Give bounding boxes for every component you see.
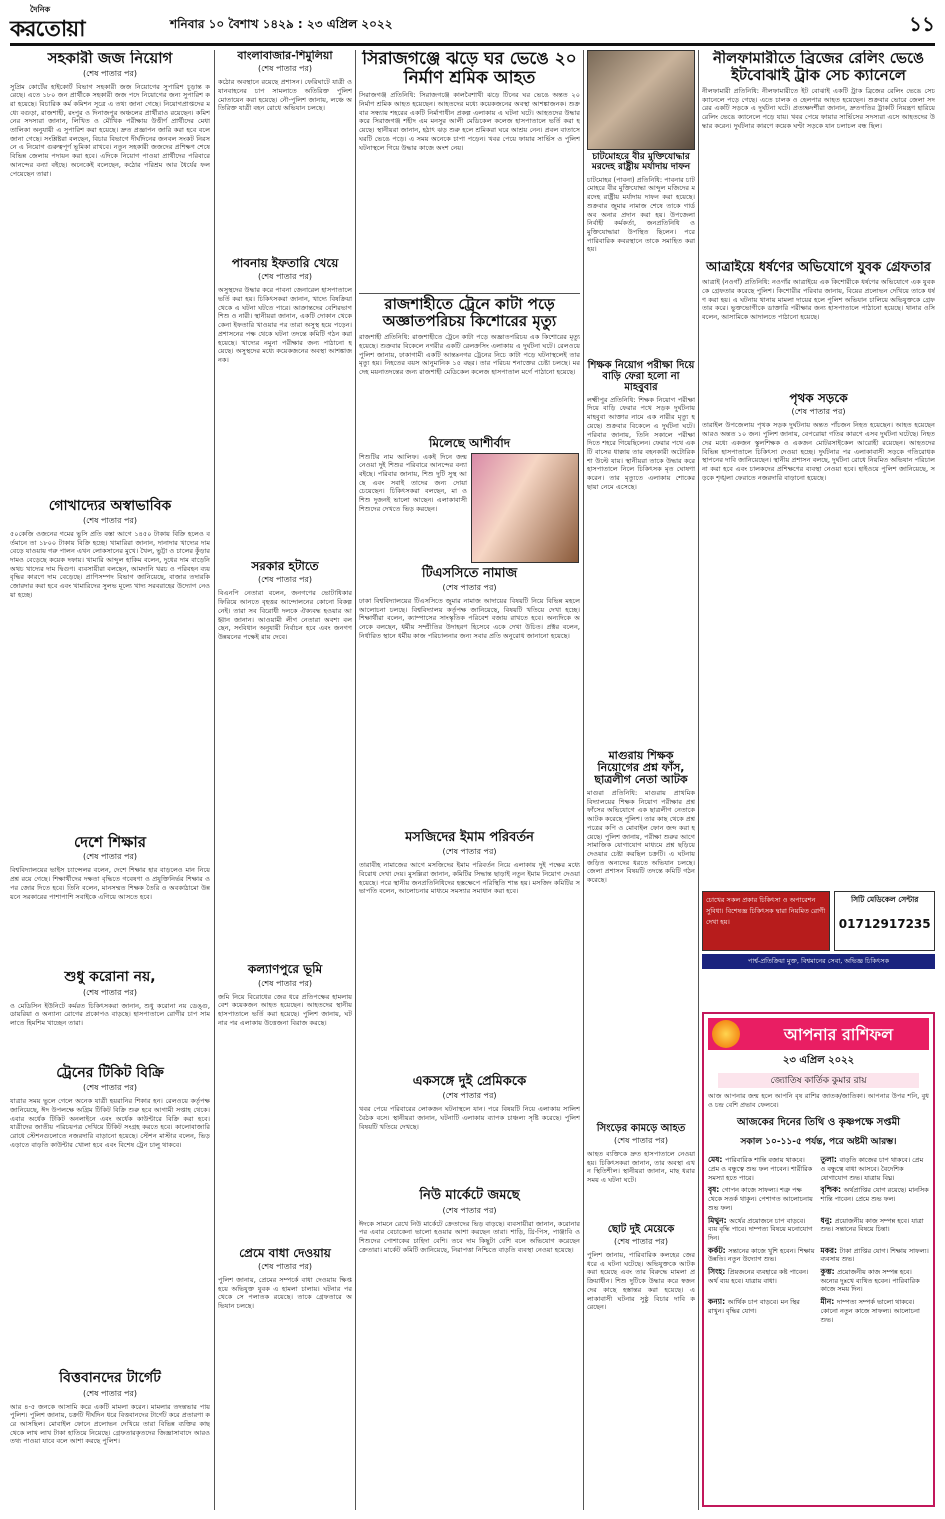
zodiac-sign-name: কন্যা: bbox=[708, 1297, 728, 1307]
article-body: লক্ষ্মীপুর প্রতিনিধি: শিক্ষক নিয়োগ পরীক্ষা দিয়ে বাড়ি ফেরার পথে সড়ক দুর্ঘটনায় মাহবুবা আক্তার নামে এক নারীর মৃত্যু হয়েছে। শুক্রবার বিকেলে এ দুর্ঘটনা ঘটে। পরিবার জানায়, তিনি সকালে পরীক্ষা দিতে শহরে গিয়েছিলেন। ফেরার পথে একটি বাসের ধাক্কায় তার বহনকারী অটোরিকশা উল্টে যায়। স্থানীয়রা তাকে উদ্ধার করে হাসপাতালে নিলে চিকিৎসক মৃত ঘোষণা করেন। তার মৃত্যুতে এলাকায় শোকের ছায়া নেমে এসেছে। bbox=[587, 395, 695, 491]
continuation-note: (শেষ পাতার পর) bbox=[791, 407, 846, 417]
continuation-note: (শেষ পাতার পর) bbox=[257, 1261, 313, 1271]
headline: মাগুরায় শিক্ষক নিয়োগের প্রশ্ন ফাঁস, ছাত্রলীগ নেতা আটক bbox=[594, 748, 688, 786]
continuation-note: (শেষ পাতার পর) bbox=[82, 852, 138, 862]
continuation-note: (শেষ পাতার পর) bbox=[442, 1091, 497, 1101]
headline: পাবনায় ইফতারি খেয়ে bbox=[231, 256, 339, 271]
continuation-note: (শেষ পাতার পর) bbox=[442, 847, 497, 857]
continuation-note: (শেষ পাতার পর) bbox=[82, 68, 138, 78]
headline: গোখাদ্যের অস্বাভাবিক bbox=[48, 497, 172, 514]
masthead bbox=[10, 4, 935, 46]
zodiac-sign-entry bbox=[708, 1185, 817, 1212]
headline: বিত্তবানদের টার্গেট bbox=[59, 1370, 161, 1387]
article-body: বিশ্ববিদ্যালয়ের ভাইস চ্যান্সেলর বলেন, দেশে শিক্ষার হার বাড়লেও মান নিয়ে প্রশ্ন রয়ে গেছে। শিক্ষার্থীদের দক্ষতা বৃদ্ধিতে গবেষণা ও প্রযুক্তিনির্ভর শিক্ষার ওপর জোর দিতে হবে। তিনি বলেন, মানসম্মত শিক্ষক তৈরি ও অবকাঠামো উন্নয়নে সরকারের পাশাপাশি সবাইকে এগিয়ে আসতে হবে। bbox=[10, 866, 210, 901]
headline: মিলেছে আশীর্বাদ bbox=[428, 436, 511, 451]
zodiac-sign-grid bbox=[708, 1155, 929, 1327]
article-body: তারাইল উপজেলায় পৃথক সড়ক দুর্ঘটনায় অন্তত পাঁচজন নিহত হয়েছেন। আহত হয়েছেন আরও অন্তত ১০ জন। পুলিশ জানায়, বেপরোয়া গতির কারণে এসব দুর্ঘটনা ঘটেছে। নিহতদের মধ্যে একজন স্কুলশিক্ষক ও একজন মোটরসাইকেল আরোহী রয়েছেন। আহতদের বিভিন্ন হাসপাতালে চিকিৎসা দেওয়া হচ্ছে। দুর্ঘটনার পর এলাকাবাসী সড়কে গতিরোধক স্থাপনের দাবি জানিয়েছেন। স্থানীয় প্রশাসন বলছে, দুর্ঘটনা রোধে নিয়মিত অভিযান পরিচালনা করা হবে এবং চালকদের প্রশিক্ষণের ব্যবস্থা নেওয়া হবে। হাইওয়ে পুলিশ জানিয়েছে, সড়কে শৃঙ্খলা ফেরাতে নজরদারি বাড়ানো হয়েছে। bbox=[702, 421, 935, 482]
zodiac-sign-text: প্রয়োজনীয় কাজ সম্পন্ন হবে। অন্যের দুঃখে ব্যথিত হবেন। পারিবারিক কাজে সময় দিন। bbox=[820, 1268, 920, 1294]
zodiac-sign-entry bbox=[708, 1246, 817, 1264]
headline: টিএসসিতে নামাজ bbox=[421, 565, 518, 581]
headline: কল্যাণপুরে ভূমি bbox=[247, 962, 323, 977]
zodiac-sign-entry bbox=[708, 1216, 817, 1243]
article-body: চাটমোহর (পাবনা) প্রতিনিধি: পাবনার চাটমোহরে বীর মুক্তিযোদ্ধা আব্দুল মজিদের মরদেহ রাষ্ট্রীয় মর্যাদায় দাফন করা হয়েছে। শুক্রবার জুমার নামাজ শেষে তাকে গার্ড অব অনার প্রদান করা হয়। উপজেলা নির্বাহী কর্মকর্তা, জনপ্রতিনিধি ও মুক্তিযোদ্ধারা উপস্থিত ছিলেন। পরে পারিবারিক কবরস্থানে তাকে সমাহিত করা হয়। bbox=[587, 175, 695, 254]
zodiac-sign-text: গোপন কাজে সাফল্য। শত্রু পক্ষ থেকে সতর্ক থাকুন। পেশাগত আলোচনায় শুভ ফল। bbox=[708, 1186, 813, 1212]
headline: ট্রেনের টিকিট বিক্রি bbox=[56, 1064, 164, 1081]
headline: একসঙ্গে দুই প্রেমিককে bbox=[412, 1074, 527, 1090]
zodiac-sign-name: কর্কট: bbox=[708, 1245, 729, 1255]
section-rule bbox=[359, 293, 580, 294]
continuation-note: (শেষ পাতার পর) bbox=[82, 1388, 138, 1398]
continuation-note: (শেষ পাতার পর) bbox=[257, 575, 313, 585]
column-rule bbox=[583, 50, 584, 1510]
zodiac-sign-text: প্রিয়জনের ব্যবহারে কষ্ট পাবেন। অর্থ ব্যয় হবে। যাত্রায় বাধা। bbox=[708, 1268, 809, 1285]
horoscope-title: আপনার রাশিফল bbox=[783, 1025, 894, 1044]
headline: আত্রাইয়ে ধর্ষণের অভিযোগে যুবক গ্রেফতার bbox=[706, 260, 931, 275]
continuation-note: (শেষ পাতার পর) bbox=[82, 987, 138, 997]
horoscope-date: ২৩ এপ্রিল ২০২২ bbox=[782, 1055, 855, 1066]
dateline: শনিবার ১০ বৈশাখ ১৪২৯ : ২৩ এপ্রিল ২০২২ bbox=[170, 17, 393, 31]
continuation-note: (শেষ পাতার পর) bbox=[613, 1237, 669, 1247]
continuation-note: (শেষ পাতার পর) bbox=[442, 582, 497, 592]
horoscope-header bbox=[708, 1018, 929, 1050]
zodiac-sign-text: পারিবারিক শান্তি বজায় থাকবে। প্রেম ও বন্ধুত্বে শুভ ফল পাবেন। শারীরিক সমস্যা হতে পারে। bbox=[708, 1156, 813, 1182]
article-body: ঢাকা বিশ্ববিদ্যালয়ের টিএসসিতে জুমার নামাজ আদায়ের বিষয়টি নিয়ে বিভিন্ন মহলে আলোচনা চলছে। বিশ্ববিদ্যালয় কর্তৃপক্ষ জানিয়েছে, বিষয়টি খতিয়ে দেখা হচ্ছে। শিক্ষার্থীরা বলেন, ক্যাম্পাসের সাংস্কৃতিক পরিবেশ বজায় রাখতে হবে। অন্যদিকে অনেকে বলছেন, ধর্মীয় সম্প্রীতির উদাহরণ হিসেবে একে দেখা উচিত। প্রক্টর বলেন, নির্ধারিত স্থানে ধর্মীয় কাজ পরিচালনার জন্য সবার প্রতি অনুরোধ জানানো হয়েছে। bbox=[359, 596, 580, 640]
headline: সরকার হটাতে bbox=[251, 559, 319, 574]
ad-city-medical bbox=[834, 891, 935, 951]
zodiac-sign-entry bbox=[821, 1216, 930, 1243]
zodiac-sign-entry bbox=[821, 1267, 930, 1294]
logo-top: দৈনিক bbox=[30, 5, 51, 14]
article-body: রাজশাহী প্রতিনিধি: রাজশাহীতে ট্রেনে কাটা পড়ে অজ্ঞাতপরিচয় এক কিশোরের মৃত্যু হয়েছে। শুক্রবার বিকেলে নগরীর একটি রেলক্রসিং এলাকায় এ দুর্ঘটনা ঘটে। রেলওয়ে পুলিশ জানায়, ঢাকাগামী একটি আন্তঃনগর ট্রেনের নিচে কাটা পড়ে ঘটনাস্থলেই তার মৃত্যু হয়। নিহতের বয়স আনুমানিক ১৫ বছর। তার পরিচয় শনাক্তের চেষ্টা চলছে। মরদেহ ময়নাতদন্তের জন্য রাজশাহী মেডিকেল কলেজ হাসপাতাল মর্গে পাঠানো হয়েছে। bbox=[359, 333, 580, 377]
article-body: যাত্রার সময় ভুলে গেলে অনেক যাত্রী হয়রানির শিকার হন। রেলওয়ে কর্তৃপক্ষ জানিয়েছে, ঈদ উপলক্ষে অগ্রিম টিকিট বিক্রি শুরু হবে আগামী সপ্তাহ থেকে। এবার অর্ধেক টিকিট অনলাইনে এবং অর্ধেক কাউন্টারে বিক্রি করা হবে। যাত্রীদের জাতীয় পরিচয়পত্র দেখিয়ে টিকিট সংগ্রহ করতে হবে। কালোবাজারি রোধে স্টেশনগুলোতে নজরদারি বাড়ানো হয়েছে। স্টেশন মাস্টার বলেন, ভিড় এড়াতে বাড়তি কাউন্টার খোলা হবে এবং বিশেষ ট্রেন চালু থাকবে। bbox=[10, 1097, 210, 1149]
ad-eye-hospital: চোখের সকল প্রকার চিকিৎসা ও অপারেশন সুবিধা। বিশেষজ্ঞ চিকিৎসক দ্বারা নিয়মিত রোগী দেখা হয়। bbox=[702, 891, 830, 951]
freedom-fighter-photo bbox=[587, 50, 695, 150]
zodiac-sign-text: টাকা প্রাপ্তির যোগ। শিক্ষায় সাফল্য। ব্যবসায় শুভ। bbox=[820, 1246, 929, 1264]
article-body: কঠোর অবস্থানে রয়েছে প্রশাসন। ফেরিঘাটে যাত্রী ও যানবাহনের চাপ সামলাতে অতিরিক্ত পুলিশ মোতায়েন করা হয়েছে। নৌ-পুলিশ জানায়, লঞ্চে অতিরিক্ত যাত্রী বহন রোধে অভিযান চলছে। bbox=[218, 78, 352, 113]
column-2 bbox=[218, 50, 352, 1510]
article-body: সুপ্রিম কোর্টের হাইকোর্ট বিভাগ সহকারী জজ নিয়োগের সুপারিশ চূড়ান্ত করেছে। এতে ১৮০ জন প্রার্থীকে সহকারী জজ পদে নিয়োগের জন্য সুপারিশ করা হয়েছে। বিচারিক কর্ম কমিশন সূত্রে এ তথ্য জানা গেছে। নিয়োগপ্রাপ্তদের মধ্যে বগুড়া, রাজশাহী, রংপুর ও দিনাজপুর অঞ্চলের প্রার্থীরাও রয়েছেন। কমিশনের সদস্যরা জানান, লিখিত ও মৌখিক পরীক্ষায় উত্তীর্ণ প্রার্থীদের মেধা তালিকা অনুযায়ী এ সুপারিশ করা হয়েছে। দ্রুত প্রজ্ঞাপন জারি করা হবে বলে জানা গেছে। সংশ্লিষ্টরা বলছেন, বিচার বিভাগে দীর্ঘদিনের জনবল সংকট নিরসনে এ নিয়োগ গুরুত্বপূর্ণ ভূমিকা রাখবে। নতুন সহকারী জজদের প্রশিক্ষণ শেষে বিভিন্ন জেলায় পদায়ন করা হবে। এদিকে নিয়োগ পাওয়া প্রার্থীদের পরিবারে আনন্দের বন্যা বইছে। অনেকেই বলেছেন, কঠোর পরিশ্রম আর ধৈর্যের ফল পেয়েছেন তারা। bbox=[10, 82, 210, 178]
headline: বাংলাবাজার-শিমুলিয়া bbox=[237, 50, 333, 62]
zodiac-sign-name: মীন: bbox=[820, 1297, 837, 1307]
article-body: পুলিশ জানায়, পারিবারিক কলহের জের ধরে এ ঘটনা ঘটেছে। অভিযুক্তকে আটক করা হয়েছে এবং তার বিরুদ্ধে মামলা প্রক্রিয়াধীন। শিশু দুটিকে উদ্ধার করে স্বজনদের কাছে হস্তান্তর করা হয়েছে। এলাকাবাসী ঘটনার সুষ্ঠু বিচার দাবি করেছেন। bbox=[587, 1251, 695, 1312]
zodiac-sign-name: সিংহ: bbox=[708, 1267, 728, 1277]
headline: ছোট দুই মেয়েকে bbox=[607, 1224, 675, 1236]
zodiac-sign-name: ধনু: bbox=[820, 1215, 835, 1225]
article-body: আর ৪-৫ জনকে আসামি করে একটি মামলা করেন। মামলার তদন্তভার পায় পুলিশ। পুলিশ জানায়, চক্রটি দীর্ঘদিন ধরে বিত্তবানদের টার্গেট করে প্রতারণা করে আসছিল। মোবাইল ফোনে প্রলোভন দেখিয়ে তারা বিভিন্ন ব্যক্তির কাছ থেকে লাখ লাখ টাকা হাতিয়ে নিয়েছে। গ্রেফতারকৃতদের জিজ্ঞাসাবাদে আরও তথ্য পাওয়া যাবে বলে আশা করছে পুলিশ। bbox=[10, 1402, 210, 1446]
horoscope-intro: আজ আপনার জন্ম হলে আপনি বৃষ রাশির জাতক/জাতিকা। আপনার উপর শনি, বুধ ও চন্দ্র বেশি প্রভাব ফেলবে। bbox=[708, 1092, 929, 1109]
column-3 bbox=[359, 50, 580, 1510]
zodiac-sign-name: মিথুন: bbox=[708, 1215, 730, 1225]
headline: শিক্ষক নিয়োগ পরীক্ষা দিয়ে বাড়ি ফেরা হলো না মাহবুবার bbox=[587, 359, 695, 393]
headline: দেশে শিক্ষার bbox=[73, 832, 146, 851]
article-body: অসুস্থদের উদ্ধার করে পাবনা জেনারেল হাসপাতালে ভর্তি করা হয়। চিকিৎসকরা জানান, খাদ্যে বিষক্রিয়া থেকে এ ঘটনা ঘটতে পারে। আক্রান্তদের বেশিরভাগ শিশু ও নারী। স্থানীয়রা জানান, একটি দোকান থেকে কেনা ইফতারি খাওয়ার পর তারা অসুস্থ হয়ে পড়েন। প্রশাসনের পক্ষ থেকে ঘটনা তদন্তে কমিটি গঠন করা হয়েছে। খাদ্যের নমুনা পরীক্ষার জন্য পাঠানো হয়েছে। অসুস্থদের মধ্যে কয়েকজনের অবস্থা আশঙ্কাজনক। bbox=[218, 286, 352, 364]
astrologer-name: জ্যোতিষ কার্তিক কুমার রায় bbox=[718, 1073, 919, 1088]
article-body: শিশুটির নাম আলিফ। একই দিনে জন্ম নেওয়া দুই শিশুর পরিবারে আনন্দের বন্যা বইছে। পরিবার জানায়, শিশু দুটি সুস্থ আছে এবং সবাই তাদের জন্য দোয়া চেয়েছেন। চিকিৎসকরা বলছেন, মা ও শিশু দুজনই ভালো আছেন। এলাকাবাসী শিশুদের দেখতে ভিড় করছেন। bbox=[359, 452, 467, 513]
zodiac-sign-text: অর্থের প্রয়োজনে চাপ বাড়বে। ব্যয় বৃদ্ধি পাবে। দাম্পত্য বিষয়ে মনোযোগ দিন। bbox=[708, 1216, 813, 1242]
article-body: আহত ব্যক্তিকে দ্রুত হাসপাতালে নেওয়া হয়। চিকিৎসকরা জানান, তার অবস্থা এখন স্থিতিশীল। স্থানীয়রা জানান, মাছ ধরার সময় এ ঘটনা ঘটে। bbox=[587, 1150, 695, 1185]
zodiac-sign-text: দাম্পত্য সম্পর্ক ভালো থাকবে। কোনো নতুন কাজে সাফল্য। আলোচনা শুভ। bbox=[820, 1298, 920, 1324]
page-number: ১১ bbox=[909, 12, 935, 36]
column-rule bbox=[214, 50, 215, 1510]
article-body: নীলফামারী প্রতিনিধি: নীলফামারীতে ইট বোঝাই একটি ট্রাক ব্রিজের রেলিং ভেঙে সেচ ক্যানেলে পড়ে গেছে। এতে চালক ও হেলপার আহত হয়েছেন। শুক্রবার ভোরে জেলা সদরের একটি সড়কে এ দুর্ঘটনা ঘটে। প্রত্যক্ষদর্শীরা জানান, দ্রুতগতির ট্রাকটি নিয়ন্ত্রণ হারিয়ে রেলিং ভেঙে ক্যানেলে পড়ে যায়। খবর পেয়ে ফায়ার সার্ভিসের সদস্যরা এসে আহতদের উদ্ধার করেন। দুর্ঘটনার কারণে কয়েক ঘণ্টা সড়কে যান চলাচল বন্ধ ছিল। bbox=[702, 87, 935, 130]
ad-phone: 01712917235 bbox=[838, 917, 931, 932]
zodiac-sign-name: কুম্ভ: bbox=[820, 1267, 838, 1277]
ad-title: সিটি মেডিকেল সেন্টার bbox=[850, 895, 919, 905]
article-body: ৫০কেজি ওজনের গমের ভুসি প্রতি বস্তা আগে ১৪৫০ টাকায় বিক্রি হলেও বর্তমানে তা ১৮০০ টাকায় বিক্রি হচ্ছে। খামারিরা জানান, দানাদার খাদ্যের দাম বেড়ে যাওয়ায় গরু পালন এখন লোকসানের মুখে। খৈল, ভুট্টা ও চালের কুঁড়ার দামও বেড়েছে কয়েক দফায়। খামারি আব্দুল হাকিম বলেন, দুধের দাম বাড়েনি অথচ খাদ্যের দাম দ্বিগুণ। ব্যবসায়ীরা বলছেন, আমদানি খরচ ও পরিবহন ব্যয় বৃদ্ধির কারণে দাম বেড়েছে। প্রাণিসম্পদ বিভাগ জানিয়েছে, বাজার তদারকি জোরদার করা হবে এবং খামারিদের সুলভ মূল্যে খাদ্য সরবরাহের উদ্যোগ নেওয়া হচ্ছে। bbox=[10, 529, 210, 599]
zodiac-sign-text: সন্তানের কাজে খুশি হবেন। শিক্ষায় উন্নতি। নতুন উদ্যোগ শুভ। bbox=[708, 1246, 815, 1264]
zodiac-sign-entry bbox=[708, 1155, 817, 1182]
headline: মসজিদের ইমাম পরিবর্তন bbox=[405, 829, 534, 845]
zodiac-sign-name: মেষ: bbox=[708, 1155, 725, 1165]
headline: রাজশাহীতে ট্রেনে কাটা পড়ে অজ্ঞাতপরিচয় কিশোরের মৃত্যু bbox=[382, 295, 557, 330]
zodiac-sign-name: বৃশ্চিক: bbox=[820, 1185, 844, 1195]
headline: শুধু করোনা নয়, bbox=[64, 969, 156, 986]
continuation-note: (শেষ পাতার পর) bbox=[442, 1205, 497, 1215]
zodiac-sign-name: তুলা: bbox=[820, 1155, 840, 1165]
headline: সহকারী জজ নিয়োগ bbox=[47, 50, 173, 67]
zodiac-sign-text: আর্থিক চাপ বাড়বে। মন স্থির রাখুন। বৃদ্ধির যোগ। bbox=[708, 1298, 800, 1315]
zodiac-sign-text: অর্থপ্রাপ্তির যোগ রয়েছে। মানসিক শান্তি পাবেন। প্রেমে শুভ ফল। bbox=[820, 1186, 929, 1204]
logo-name: করতোয়া bbox=[10, 17, 85, 42]
newspaper-logo bbox=[10, 4, 160, 44]
headline: প্রেমে বাধা দেওয়ায় bbox=[239, 1245, 331, 1260]
article-body: জমি নিয়ে বিরোধের জের ধরে প্রতিপক্ষের হামলায় বেশ কয়েকজন আহত হয়েছেন। আহতদের স্থানীয় হাসপাতালে ভর্তি করা হয়েছে। পুলিশ জানায়, ঘটনার পর এলাকায় উত্তেজনা বিরাজ করছে। bbox=[218, 992, 352, 1027]
article-body: ও মেডিসিন ইউনিটে কর্মরত চিকিৎসকরা জানান, শুধু করোনা নয় ডেঙ্গু, ডায়রিয়া ও অন্যান্য রোগের প্রকোপও বাড়ছে। হাসপাতালে রোগীর চাপ সামলাতে হিমশিম খাচ্ছেন তারা। bbox=[10, 1001, 210, 1028]
article-body: ঈদকে সামনে রেখে নিউ মার্কেটে ক্রেতাদের ভিড় বাড়ছে। ব্যবসায়ীরা জানান, করোনার পর এবার বেচাকেনা ভালো হওয়ার আশা করছেন তারা। শাড়ি, থ্রি-পিস, পাঞ্জাবি ও শিশুদের পোশাকের চাহিদা বেশি। তবে দাম কিছুটা বেশি বলে অভিযোগ করেছেন ক্রেতারা। মার্কেট কমিটি জানিয়েছে, নিরাপত্তা নিশ্চিতে বাড়তি ব্যবস্থা নেওয়া হয়েছে। bbox=[359, 1219, 580, 1254]
column-rule bbox=[698, 50, 699, 1510]
article-body: তারাবীহ নামাজের আগে মসজিদের ইমাম পরিবর্তন নিয়ে এলাকায় দুই পক্ষের মধ্যে বিরোধ দেখা দেয়। মুসল্লিরা জানান, কমিটির সিদ্ধান্ত ছাড়াই নতুন ইমাম নিয়োগ দেওয়া হয়েছে। পরে স্থানীয় জনপ্রতিনিধিদের হস্তক্ষেপে পরিস্থিতি শান্ত হয়। মসজিদ কমিটির সভাপতি বলেন, আলোচনার মাধ্যমে সমস্যার সমাধান করা হবে। bbox=[359, 861, 580, 896]
column-1 bbox=[10, 50, 210, 1510]
zodiac-sign-entry bbox=[821, 1246, 930, 1264]
zodiac-sign-entry bbox=[821, 1297, 930, 1324]
horoscope-box bbox=[702, 1012, 935, 1507]
continuation-note: (শেষ পাতার পর) bbox=[613, 1136, 669, 1146]
article-body: খবর পেয়ে পরিবারের লোকজন ঘটনাস্থলে যান। পরে বিষয়টি নিয়ে এলাকায় সালিশ বৈঠক বসে। স্থানীয়রা জানান, ঘটনাটি এলাকায় ব্যাপক চাঞ্চল্য সৃষ্টি করেছে। পুলিশ বিষয়টি খতিয়ে দেখছে। bbox=[359, 1105, 580, 1131]
continuation-note: (শেষ পাতার পর) bbox=[257, 64, 313, 74]
zodiac-sign-entry bbox=[821, 1155, 930, 1182]
zodiac-sign-entry bbox=[821, 1185, 930, 1212]
headline: নিউ মার্কেটে জমছে bbox=[419, 1188, 520, 1204]
zodiac-sign-text: প্রয়োজনীয় কাজ সম্পন্ন হবে। যাত্রা শুভ। সন্তানের বিষয়ে চিন্তা। bbox=[820, 1216, 924, 1234]
children-photo bbox=[471, 453, 579, 563]
article-body: বিএনপি নেতারা বলেন, জনগণের ভোটাধিকার ফিরিয়ে আনতে বৃহত্তর আন্দোলনের কোনো বিকল্প নেই। তারা সব বিরোধী দলকে ঐক্যবদ্ধ হওয়ার আহ্বান জানান। আওয়ামী লীগ নেতারা অবশ্য বলছেন, সংবিধান অনুযায়ী নির্বাচন হবে এবং জনগণ উন্নয়নের পক্ষেই রায় দেবে। bbox=[218, 589, 352, 641]
zodiac-sign-entry bbox=[708, 1297, 817, 1324]
zodiac-sign-name: মকর: bbox=[820, 1245, 840, 1255]
continuation-note: (শেষ পাতার পর) bbox=[257, 272, 313, 282]
zodiac-sign-text: বাড়তি কাজের চাপ থাকবে। প্রেম ও বন্ধুত্বে বাধা আসবে। বৈদেশিক যোগাযোগ শুভ। যাত্রায় বিঘ্ন। bbox=[820, 1156, 924, 1182]
continuation-note: (শেষ পাতার পর) bbox=[82, 515, 138, 525]
column-rule bbox=[355, 50, 356, 1510]
article-body: মাগুরা প্রতিনিধি: মাগুরায় প্রাথমিক বিদ্যালয়ের শিক্ষক নিয়োগ পরীক্ষার প্রশ্ন ফাঁসের অভিযোগে এক ছাত্রলীগ নেতাকে আটক করেছে পুলিশ। তার কাছ থেকে প্রশ্নপত্রের কপি ও মোবাইল ফোন জব্দ করা হয়েছে। পুলিশ জানায়, পরীক্ষা শুরুর আগে সামাজিক যোগাযোগ মাধ্যমে প্রশ্ন ছড়িয়ে দেওয়ার চেষ্টা করছিল চক্রটি। এ ঘটনায় জড়িত অন্যদের ধরতে অভিযান চলছে। জেলা প্রশাসন বিষয়টি তদন্তে কমিটি গঠন করেছে। bbox=[587, 789, 695, 885]
ad-strip: পার্শ্ব-প্রতিক্রিয়া মুক্ত, বিশ্বমানের সেবা, অভিজ্ঞ চিকিৎসক bbox=[702, 954, 935, 969]
zodiac-sign-name: বৃষ: bbox=[708, 1185, 722, 1195]
tithi-time: সকাল ১০-১১-৫ পর্যন্ত, পরে অষ্টমী আরম্ভ। bbox=[740, 1137, 897, 1148]
zodiac-wheel-icon bbox=[712, 1020, 740, 1048]
headline: সিংড়ের কামড়ে আহত bbox=[596, 1123, 686, 1135]
column-5 bbox=[702, 50, 935, 1005]
article-body: আত্রাই (নওগাঁ) প্রতিনিধি: নওগাঁর আত্রাইয়ে এক কিশোরীকে ধর্ষণের অভিযোগে এক যুবককে গ্রেফতার করেছে পুলিশ। কিশোরীর পরিবার জানায়, বিয়ের প্রলোভন দেখিয়ে তাকে ধর্ষণ করা হয়। এ ঘটনায় থানায় মামলা দায়ের হলে পুলিশ অভিযান চালিয়ে অভিযুক্তকে গ্রেফতার করে। ভুক্তভোগীকে ডাক্তারি পরীক্ষার জন্য হাসপাতালে পাঠানো হয়েছে। থানার ওসি বলেন, আসামিকে আদালতে পাঠানো হয়েছে। bbox=[702, 278, 935, 322]
lead-headline: সিরাজগঞ্জে ঝড়ে ঘর ভেঙে ২০ নির্মাণ শ্রমিক আহত bbox=[362, 50, 577, 88]
zodiac-sign-entry bbox=[708, 1267, 817, 1294]
article-body: সিরাজগঞ্জ প্রতিনিধি: সিরাজগঞ্জে কালবৈশাখী ঝড়ে টিনের ঘর ভেঙে অন্তত ২০ নির্মাণ শ্রমিক আহত হয়েছেন। আহতদের মধ্যে কয়েকজনের অবস্থা আশঙ্কাজনক। শুক্রবার সন্ধ্যায় শহরের একটি নির্মাণাধীন প্রকল্প এলাকায় এ ঘটনা ঘটে। আহতদের উদ্ধার করে সিরাজগঞ্জ শহীদ এম মনসুর আলী মেডিকেল কলেজ হাসপাতালে ভর্তি করা হয়েছে। স্থানীয়রা জানান, হঠাৎ ঝড় শুরু হলে শ্রমিকরা ঘরে আশ্রয় নেন। প্রবল বাতাসে ঘরটি ভেঙে পড়ে। এ সময় অনেকে চাপা পড়েন। খবর পেয়ে ফায়ার সার্ভিস ও পুলিশ ঘটনাস্থলে গিয়ে উদ্ধার কাজে অংশ নেয়। bbox=[359, 91, 580, 152]
article-body: পুলিশ জানায়, প্রেমের সম্পর্কে বাধা দেওয়ায় ক্ষিপ্ত হয়ে অভিযুক্ত যুবক এ হামলা চালায়। ঘটনার পর থেকে সে পলাতক রয়েছে। তাকে গ্রেফতারে অভিযান চলছে। bbox=[218, 1275, 352, 1310]
column-4 bbox=[587, 50, 695, 1510]
headline: নীলফামারীতে ব্রিজের রেলিং ভেঙে ইটবোঝাই ট্রাক সেচ ক্যানেলে bbox=[712, 50, 925, 84]
continuation-note: (শেষ পাতার পর) bbox=[257, 978, 313, 988]
headline: পৃথক সড়কে bbox=[789, 391, 848, 406]
photo-caption: চাটমোহরে বীর মুক্তিযোদ্ধার মরদেহ রাষ্ট্রীয় মর্যাদায় দাফন bbox=[591, 152, 691, 172]
continuation-note: (শেষ পাতার পর) bbox=[82, 1083, 138, 1093]
tithi-heading: আজকের দিনের তিথি ও কৃষ্ণপক্ষে সপ্তমী bbox=[736, 1117, 901, 1129]
